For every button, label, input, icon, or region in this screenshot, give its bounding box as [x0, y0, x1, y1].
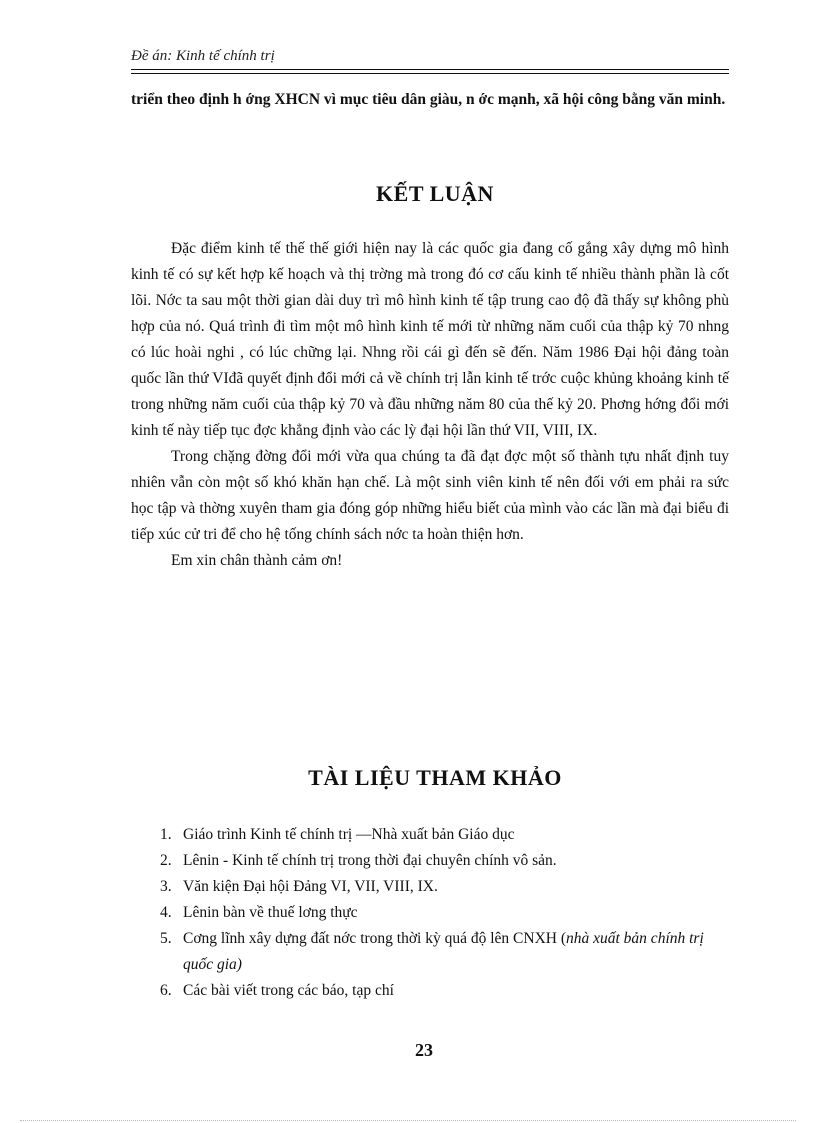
closing-line: Em xin chân thành cảm ơn!	[171, 552, 343, 569]
reference-text: Lênin bàn về thuế lơng thực	[183, 904, 358, 921]
reference-item	[143, 874, 733, 900]
conclusion-paragraph: Đặc điểm kinh tế thế thế giới hiện nay là các quốc gia đang cố gắng xây dựng mô hình kinh tế có sự kết hợp kế hoạch và thị trờng mà trong đó cơ cấu kinh tế nhiều thành phần là cốt lõi. Nớc ta sau một thời gian dài duy trì mô hình kinh tế tập trung cao độ đã thấy sự không phù hợp của nó. Quá trình đi tìm một mô hình kinh tế mới từ những năm cuối của thập kỷ 70 nhng có lúc hoài nghi , có lúc chững lại. Nhng rồi cái gì đến sẽ đến. Năm 1986 Đại hội đảng toàn quốc lần thứ VIđã quyết định đổi mới cả về chính trị lẫn kinh tế trớc cuộc khủng khoảng kinh tế trong những năm cuối của thập kỷ 70 và đầu những năm 80 của thế kỷ 20. Phơng hớng đổi mới kinh tế này tiếp tục đợc khẳng định vào các lỳ đại hội lần thứ VII, VIII, IX.	[131, 240, 729, 439]
page-header: Đề án: Kinh tế chính trị	[131, 48, 275, 64]
reference-number: 2.	[160, 852, 172, 869]
reference-number: 5.	[160, 930, 172, 947]
conclusion-paragraph: Trong chặng đờng đổi mới vừa qua chúng ta đã đạt đợc một số thành tựu nhất định tuy nhiên vẫn còn một số khó khăn hạn chế. Là một sinh viên kinh tế nên đối với em phải ra sức học tập và thờng xuyên tham gia đóng góp những hiểu biết của mình vào các lần mà đại biểu đi tiếp xúc cử tri để cho hệ tống chính sách nớc ta hoàn thiện hơn.	[131, 448, 729, 543]
reference-item	[143, 978, 733, 1004]
reference-number: 1.	[160, 826, 172, 843]
reference-text: Văn kiện Đại hội Đảng VI, VII, VIII, IX.	[183, 878, 438, 895]
references-title: TÀI LIỆU THAM KHẢO	[308, 765, 562, 790]
conclusion-body	[131, 236, 729, 574]
reference-item	[143, 848, 733, 874]
reference-item	[143, 822, 733, 848]
continued-paragraph: triển theo định h ớng XHCN vì mục tiêu dân giàu, n ớc mạnh, xã hội công bằng văn minh.	[131, 91, 726, 108]
bottom-dotted-border	[20, 1120, 796, 1121]
page-number: 23	[415, 1040, 433, 1060]
references-list	[143, 822, 733, 1004]
reference-text: Cơng lĩnh xây dựng đất nớc trong thời kỳ quá độ lên CNXH (	[183, 930, 566, 947]
reference-text: Lênin - Kinh tế chính trị trong thời đại chuyên chính vô sản.	[183, 852, 557, 869]
header-rule-thick	[131, 69, 729, 70]
reference-item	[143, 926, 733, 978]
conclusion-title: KẾT LUẬN	[376, 181, 494, 206]
reference-number: 6.	[160, 982, 172, 999]
reference-number: 3.	[160, 878, 172, 895]
reference-text: Giáo trình Kinh tế chính trị —Nhà xuất bản Giáo dục	[183, 826, 515, 843]
reference-number: 4.	[160, 904, 172, 921]
reference-text: Các bài viết trong các báo, tạp chí	[183, 982, 394, 999]
header-rule-thin	[131, 73, 729, 74]
reference-publisher-italic: nhà xuất bản chính trị quốc gia)	[183, 930, 704, 973]
reference-item	[143, 900, 733, 926]
